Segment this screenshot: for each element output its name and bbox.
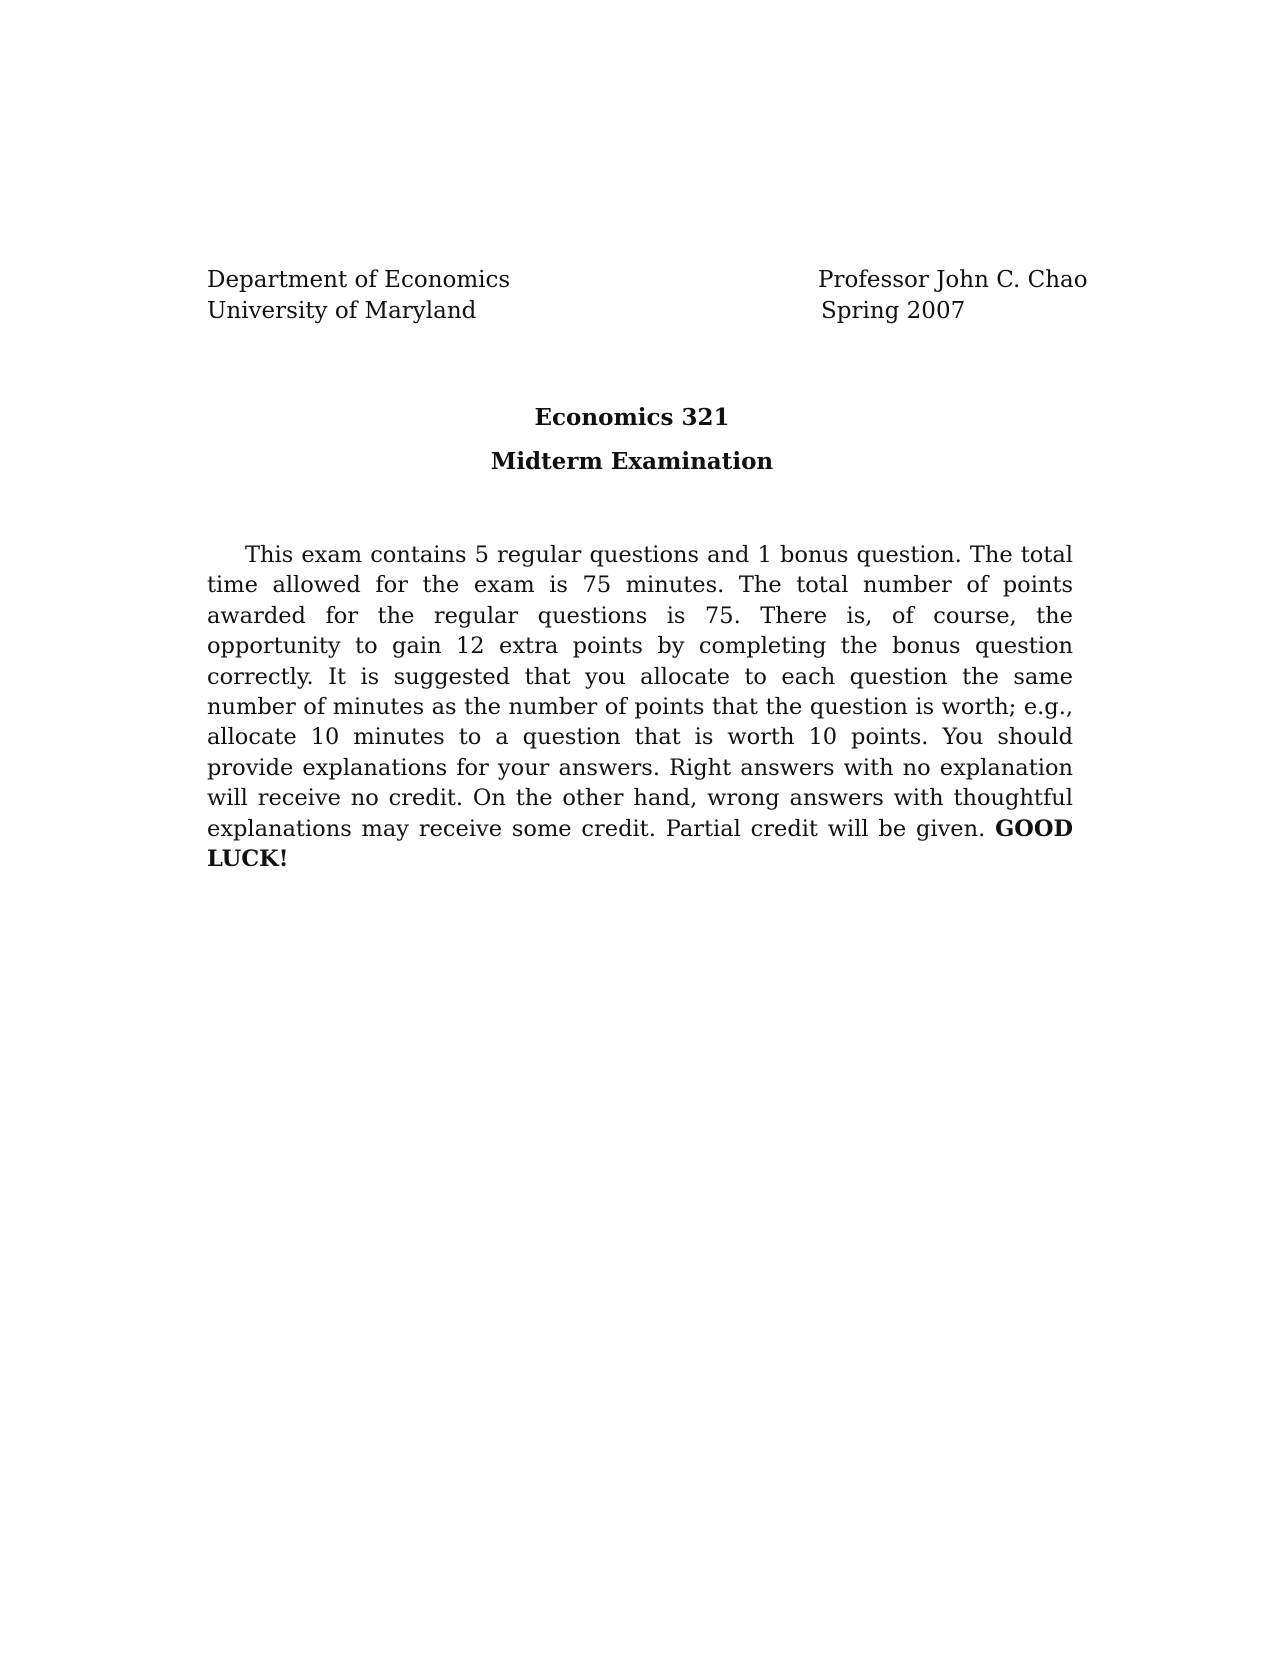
instructions-body: This exam contains 5 regular questions and 1 bonus question. The total time allowed for the exam is 75 minutes. The total number of points awarded for the regular questions is 75. There is, of course, the opportunity to gain 12 extra points by completing the bonus question correctly. It is suggested that you allocate to each question the same number of minutes as the number of points that the question is worth; e.g., allocate 10 minutes to a question that is worth 10 points. You should provide explanations for your answers. Right answers with no explanation will receive no credit. On the other hand, wrong answers with thoughtful explanations may receive some credit. Partial credit will be given. <box>207 542 1073 842</box>
exam-term: Spring 2007 <box>821 298 966 324</box>
header-left-block <box>207 265 627 327</box>
header-right-block <box>818 265 1088 327</box>
university-name: University of Maryland <box>207 298 477 324</box>
course-title: Economics 321 <box>534 404 730 431</box>
exam-instructions <box>207 540 1073 874</box>
good-luck-closing: GOOD LUCK! <box>207 815 1074 873</box>
exam-title: Midterm Examination <box>490 448 774 475</box>
professor-name: Professor John C. Chao <box>818 267 1088 293</box>
department-name: Department of Economics <box>207 267 511 293</box>
